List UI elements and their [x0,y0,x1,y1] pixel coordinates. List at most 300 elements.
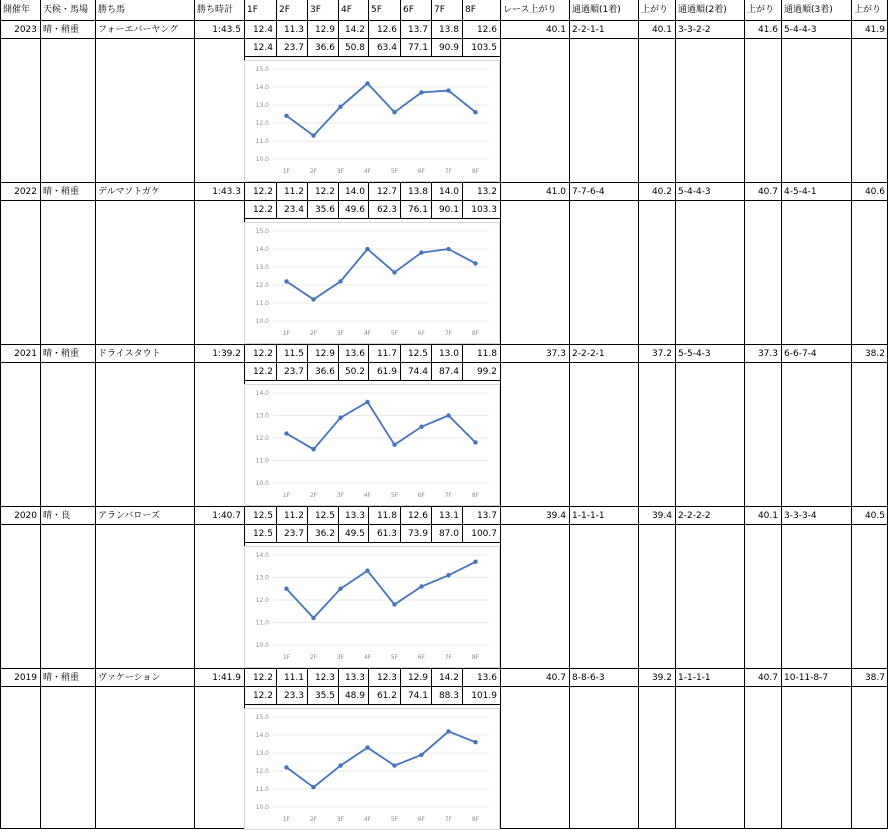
y-tick-label: 11.0 [255,457,269,465]
grid-line [400,668,401,704]
race-last-cell: 40.7 [545,673,566,683]
year-cell: 2019 [14,673,37,683]
grid-line [431,182,432,218]
grid-line [0,524,888,525]
column-header: 4F [341,5,352,15]
lap-point [311,447,315,451]
lap-point [419,90,423,94]
grid-line [462,668,463,704]
y-tick-label: 10.0 [255,318,269,325]
y-tick-label: 14.0 [255,246,269,253]
lap-point [419,425,423,429]
x-tick-label: 4F [363,816,372,823]
grid-line [338,20,339,56]
y-tick-label: 12.0 [255,768,269,775]
time-cell: 1:40.7 [212,511,241,521]
grid-line [0,20,888,21]
lap-point [392,270,396,274]
x-tick-label: 3F [336,330,345,337]
lap-time-cell: 12.6 [376,25,397,35]
last3-cell: 40.5 [864,511,885,521]
grid-line [400,506,401,542]
last1-cell: 39.2 [651,673,672,683]
lap-time-cell: 12.6 [407,511,428,521]
grid-line [307,344,308,380]
lap-time-cell: 11.2 [283,187,304,197]
grid-line [781,0,782,829]
cumulative-time-cell: 49.6 [344,205,365,215]
cumulative-time-cell: 36.6 [314,367,335,377]
column-header: 8F [465,5,476,15]
grid-line [307,668,308,704]
grid-line [276,0,277,20]
lap-time-cell: 14.2 [438,673,459,683]
year-cell: 2020 [14,511,37,521]
column-header: 1F [247,5,258,15]
grid-line [338,668,339,704]
lap-time-cell: 13.0 [438,349,459,359]
cumulative-time-cell: 12.4 [252,43,273,53]
x-tick-label: 3F [336,492,345,499]
lap-point [473,560,477,564]
cumulative-time-cell: 90.9 [438,43,459,53]
lap-time-cell: 12.2 [314,187,335,197]
lap-time-cell: 13.7 [476,511,497,521]
y-tick-label: 12.0 [255,120,269,127]
lap-point [392,602,396,606]
grid-line [244,56,500,57]
lap-time-cell: 11.5 [283,349,304,359]
last2-cell: 40.7 [757,187,778,197]
pass2-cell: 3-3-2-2 [678,25,711,35]
last2-cell: 40.1 [757,511,778,521]
y-tick-label: 13.0 [255,264,269,271]
column-header: 上がり [747,5,775,15]
x-tick-label: 8F [471,654,480,661]
winner-cell: デルマソトガケ [98,187,161,197]
pass3-cell: 5-4-4-3 [784,25,817,35]
grid-line [431,506,432,542]
cumulative-time-cell: 61.9 [376,367,397,377]
column-header: 5F [371,5,382,15]
column-header: 上がり [641,5,669,15]
grid-line [276,506,277,542]
grid-line [95,0,96,829]
lap-chart [244,222,500,344]
lap-point [365,400,369,404]
x-tick-label: 6F [417,168,426,175]
cumulative-time-cell: 74.1 [407,691,428,701]
lap-point [338,416,342,420]
last3-cell: 41.9 [864,25,885,35]
lap-chart-svg [245,223,499,343]
x-tick-label: 7F [444,492,453,499]
x-tick-label: 6F [417,816,426,823]
x-tick-label: 3F [336,654,345,661]
lap-series-line [287,562,476,618]
lap-point [473,261,477,265]
x-tick-label: 6F [417,654,426,661]
y-tick-label: 11.0 [255,300,269,307]
lap-chart [244,384,500,506]
grid-line [338,182,339,218]
lap-time-cell: 11.1 [283,673,304,683]
last1-cell: 40.1 [651,25,672,35]
winner-cell: フォーエバーヤング [98,25,179,35]
lap-chart [244,546,500,668]
grid-line [338,506,339,542]
cumulative-time-cell: 73.9 [407,529,428,539]
cumulative-time-cell: 100.7 [471,529,497,539]
grid-line [500,0,501,829]
last3-cell: 38.2 [864,349,885,359]
x-tick-label: 1F [282,816,291,823]
y-tick-label: 10.0 [255,156,269,163]
lap-time-cell: 12.9 [314,25,335,35]
cumulative-time-cell: 103.5 [471,43,497,53]
lap-time-cell: 12.9 [407,673,428,683]
y-tick-label: 14.0 [255,552,269,559]
lap-point [473,740,477,744]
cumulative-time-cell: 23.7 [283,529,304,539]
y-tick-label: 15.0 [255,66,269,73]
column-header: 6F [403,5,414,15]
y-tick-label: 13.0 [255,412,269,420]
time-cell: 1:43.5 [212,25,241,35]
grid-line [307,182,308,218]
cumulative-time-cell: 12.2 [252,691,273,701]
last3-cell: 38.7 [864,673,885,683]
lap-time-cell: 12.5 [314,511,335,521]
x-tick-label: 5F [390,816,399,823]
column-header: 2F [279,5,290,15]
column-header: 開催年 [3,5,31,15]
grid-line [400,0,401,20]
last1-cell: 39.4 [651,511,672,521]
column-header: 通過順(3着) [784,5,833,15]
y-tick-label: 15.0 [255,228,269,235]
race-last-cell: 41.0 [545,187,566,197]
cumulative-time-cell: 49.5 [344,529,365,539]
pass3-cell: 10-11-8-7 [784,673,829,683]
lap-point [446,573,450,577]
lap-point [392,763,396,767]
weather-cell: 晴・稍重 [43,673,80,683]
cumulative-time-cell: 23.7 [283,43,304,53]
grid-line [307,0,308,20]
x-tick-label: 7F [444,330,453,337]
grid-line [431,20,432,56]
column-header: 天候・馬場 [43,5,89,15]
lap-time-cell: 13.8 [438,25,459,35]
pass2-cell: 5-5-4-3 [678,349,711,359]
y-tick-label: 12.0 [255,435,269,442]
lap-time-cell: 13.6 [344,349,365,359]
pass2-cell: 1-1-1-1 [678,673,711,683]
y-tick-label: 13.0 [255,750,269,757]
grid-line [462,344,463,380]
x-tick-label: 8F [471,330,480,337]
lap-time-cell: 12.2 [252,349,273,359]
grid-line [0,344,888,345]
cumulative-time-cell: 35.6 [314,205,335,215]
grid-line [368,668,369,704]
y-tick-label: 12.0 [255,597,269,604]
x-tick-label: 1F [282,330,291,337]
last2-cell: 40.7 [757,673,778,683]
lap-point [365,247,369,251]
cumulative-time-cell: 23.3 [283,691,304,701]
grid-line [40,0,41,829]
lap-time-cell: 13.3 [344,673,365,683]
lap-point [446,88,450,92]
lap-chart-svg [245,547,499,667]
race-last-cell: 39.4 [545,511,566,521]
time-cell: 1:39.2 [212,349,241,359]
y-tick-label: 11.0 [255,619,269,627]
lap-time-cell: 14.0 [438,187,459,197]
x-tick-label: 5F [390,492,399,499]
grid-line [0,200,888,201]
grid-line [400,20,401,56]
cumulative-time-cell: 35.5 [314,691,335,701]
lap-series-line [287,731,476,787]
y-tick-label: 14.0 [255,84,269,91]
winner-cell: アランバローズ [98,511,160,521]
last1-cell: 40.2 [651,187,672,197]
x-tick-label: 8F [471,168,480,175]
x-tick-label: 7F [444,168,453,175]
lap-time-cell: 12.2 [252,673,273,683]
lap-series-line [287,249,476,299]
x-tick-label: 8F [471,816,480,823]
lap-point [392,443,396,447]
grid-line [569,0,570,829]
year-cell: 2022 [14,187,37,197]
lap-point [473,440,477,444]
y-tick-label: 14.0 [255,732,269,739]
lap-point [419,250,423,254]
cumulative-time-cell: 87.4 [438,367,459,377]
column-header: 通過順(2着) [678,5,727,15]
grid-line [744,0,745,829]
lap-point [338,105,342,109]
grid-line [431,344,432,380]
pass3-cell: 3-3-3-4 [784,511,817,521]
lap-time-cell: 13.2 [476,187,497,197]
lap-chart-svg [245,385,499,505]
lap-time-cell: 12.4 [252,25,273,35]
grid-line [0,506,888,507]
x-tick-label: 2F [309,492,318,499]
cumulative-time-cell: 23.4 [283,205,304,215]
lap-point [419,584,423,588]
lap-point [284,765,288,769]
x-tick-label: 6F [417,492,426,499]
lap-time-cell: 13.3 [344,511,365,521]
cumulative-time-cell: 99.2 [476,367,497,377]
cumulative-time-cell: 48.9 [344,691,365,701]
lap-time-cell: 12.3 [376,673,397,683]
lap-time-cell: 14.2 [344,25,365,35]
cumulative-time-cell: 63.4 [376,43,397,53]
cumulative-time-cell: 101.9 [471,691,497,701]
grid-line [638,0,639,829]
lap-point [284,114,288,118]
lap-series-line [287,402,476,449]
lap-chart-svg [245,709,499,829]
lap-time-cell: 12.2 [252,187,273,197]
x-tick-label: 2F [309,816,318,823]
y-tick-label: 15.0 [255,714,269,721]
grid-line [338,0,339,20]
column-header: 勝ち時計 [197,5,234,15]
y-tick-label: 13.0 [255,574,269,582]
lap-point [365,745,369,749]
lap-time-cell: 13.6 [476,673,497,683]
lap-time-cell: 12.5 [252,511,273,521]
grid-line [276,668,277,704]
winner-cell: ヴァケーション [98,673,161,683]
lap-point [311,785,315,789]
year-cell: 2021 [14,349,37,359]
lap-point [311,616,315,620]
x-tick-label: 2F [309,168,318,175]
pass1-cell: 8-8-6-3 [572,673,605,683]
lap-chart-svg [245,61,499,181]
lap-time-cell: 11.8 [376,511,397,521]
last3-cell: 40.6 [864,187,885,197]
cumulative-time-cell: 74.4 [407,367,428,377]
lap-time-cell: 11.8 [476,349,497,359]
cumulative-time-cell: 36.6 [314,43,335,53]
lap-point [338,763,342,767]
grid-line [307,20,308,56]
grid-line [0,0,1,829]
lap-point [473,110,477,114]
x-tick-label: 5F [390,330,399,337]
grid-line [462,506,463,542]
cumulative-time-cell: 12.5 [252,529,273,539]
x-tick-label: 2F [309,654,318,661]
lap-time-cell: 13.7 [407,25,428,35]
time-cell: 1:41.9 [212,673,241,683]
x-tick-label: 2F [309,330,318,337]
grid-line [368,506,369,542]
lap-point [446,729,450,733]
grid-line [368,344,369,380]
last2-cell: 41.6 [757,25,778,35]
pass3-cell: 6-6-7-4 [784,349,817,359]
lap-point [311,133,315,137]
grid-line [276,344,277,380]
x-tick-label: 5F [390,654,399,661]
lap-time-cell: 12.9 [314,349,335,359]
grid-line [307,506,308,542]
grid-line [244,704,500,705]
column-header: 通過順(1着) [572,5,621,15]
grid-line [400,344,401,380]
grid-line [368,0,369,20]
cumulative-time-cell: 23.7 [283,367,304,377]
last2-cell: 37.3 [757,349,778,359]
x-tick-label: 4F [363,330,372,337]
x-tick-label: 4F [363,168,372,175]
lap-time-cell: 12.5 [407,349,428,359]
lap-point [284,431,288,435]
pass1-cell: 2-2-2-1 [572,349,605,359]
cumulative-time-cell: 50.2 [344,367,365,377]
weather-cell: 晴・良 [43,511,71,521]
weather-cell: 晴・稍重 [43,349,80,359]
grid-line [338,344,339,380]
grid-line [431,668,432,704]
lap-chart [244,708,500,830]
cumulative-time-cell: 62.3 [376,205,397,215]
race-last-cell: 37.3 [545,349,566,359]
lap-chart [244,60,500,182]
cumulative-time-cell: 87.0 [438,529,459,539]
cumulative-time-cell: 90.1 [438,205,459,215]
lap-time-cell: 13.8 [407,187,428,197]
x-tick-label: 3F [336,816,345,823]
x-tick-label: 6F [417,330,426,337]
lap-time-cell: 11.2 [283,511,304,521]
lap-point [284,587,288,591]
year-cell: 2023 [14,25,37,35]
cumulative-time-cell: 50.8 [344,43,365,53]
lap-time-cell: 12.3 [314,673,335,683]
column-header: 3F [310,5,321,15]
lap-time-cell: 13.1 [438,511,459,521]
race-last-cell: 40.1 [545,25,566,35]
pass1-cell: 2-2-1-1 [572,25,605,35]
x-tick-label: 5F [390,168,399,175]
grid-line [400,182,401,218]
winner-cell: ドライスタウト [98,349,161,359]
lap-time-cell: 12.6 [476,25,497,35]
grid-line [462,20,463,56]
cumulative-time-cell: 103.3 [471,205,497,215]
grid-line [431,0,432,20]
cumulative-time-cell: 12.2 [252,205,273,215]
lap-time-cell: 12.7 [376,187,397,197]
grid-line [675,0,676,829]
y-tick-label: 11.0 [255,138,269,145]
cumulative-time-cell: 36.2 [314,529,335,539]
grid-line [851,0,852,829]
cumulative-time-cell: 12.2 [252,367,273,377]
grid-line [0,182,888,183]
lap-point [338,587,342,591]
pass3-cell: 4-5-4-1 [784,187,817,197]
lap-point [284,279,288,283]
x-tick-label: 4F [363,492,372,499]
cumulative-time-cell: 76.1 [407,205,428,215]
grid-line [276,20,277,56]
column-header: 勝ち馬 [98,5,126,15]
x-tick-label: 7F [444,654,453,661]
x-tick-label: 8F [471,492,480,499]
lap-point [311,297,315,301]
column-header: 上がり [854,5,882,15]
grid-line [244,380,500,381]
lap-point [365,569,369,573]
grid-line [194,0,195,829]
lap-time-cell: 11.3 [283,25,304,35]
y-tick-label: 10.0 [255,804,269,811]
y-tick-label: 11.0 [255,786,269,793]
